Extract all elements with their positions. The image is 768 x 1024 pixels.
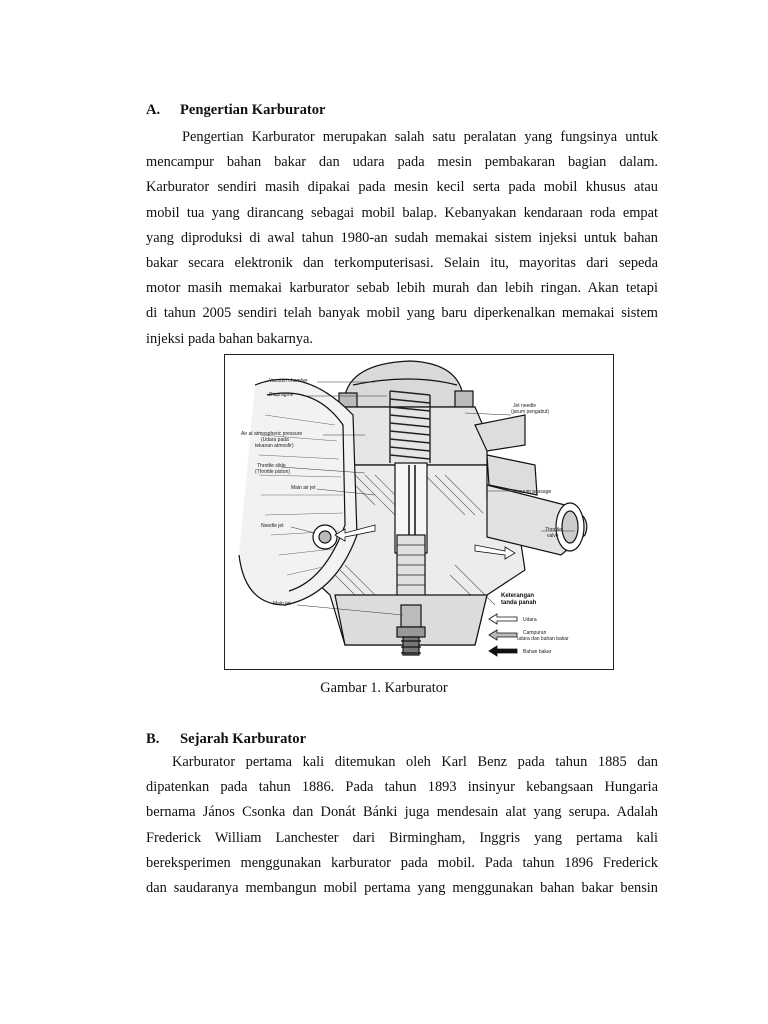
legend-bahan-bakar: Bahan bakar: [523, 649, 552, 655]
label-throttle-valve-2: valve: [547, 533, 559, 539]
section-b-letter: B.: [146, 731, 160, 747]
arrow-legend: [489, 593, 569, 656]
legend-udara: Udara: [523, 617, 537, 623]
figure-caption: Gambar 1. Karburator: [320, 680, 448, 696]
section-a-title: Pengertian Karburator: [180, 102, 326, 118]
label-throttle-slide-2: (Throttle piston): [255, 469, 291, 475]
carburetor-diagram: [225, 355, 612, 668]
paragraph-line: bakar secara elektronik dan terkomputerisasi. Selain itu, mayoritas dari sepeda: [146, 255, 658, 272]
label-throttle-slide-1: Throttle slide: [257, 463, 286, 469]
label-jet-needle-1: Jet needle: [513, 403, 537, 409]
udara-arrow-icon: [489, 614, 517, 624]
legend-campuran-2: udara dan bahan bakar: [517, 636, 569, 642]
section-b-heading: [146, 731, 306, 748]
section-b-paragraph: [146, 750, 658, 901]
legend-title-2: tanda panah: [501, 600, 537, 606]
campuran-arrow-icon: [489, 630, 517, 640]
label-vacuum-chamber: Vacuum chamber: [269, 378, 308, 384]
label-main-air-jet: Main air jet: [291, 485, 316, 491]
label-jet-needle-2: (jarum pengabut): [511, 409, 550, 415]
section-b-title: Sejarah Karburator: [180, 731, 307, 747]
paragraph-line: Karburator pertama kali ditemukan oleh Karl Benz pada tahun 1885 dan: [172, 754, 658, 770]
paragraph-line: dan saudaranya membangun mobil pertama yang menggunakan bahan bakar bensin: [146, 880, 658, 897]
paragraph-line: yang diproduksi di awal tahun 1980-an sudah memakai sistem injeksi untuk bahan: [146, 229, 658, 246]
section-a-heading: [146, 102, 326, 119]
paragraph-line: di tahun 2005 sendiri telah banyak mobil yang baru diperkenalkan memakai sistem: [146, 305, 658, 322]
paragraph-line: mobil tua yang dirancang sebagai mobil balap. Kebanyakan kendaraan roda empat: [146, 204, 658, 221]
paragraph-line: bernama János Csonka dan Donát Bánki juga mendesain alat yang serupa. Adalah: [146, 804, 658, 821]
label-diaphragm: Diapragme: [269, 392, 294, 398]
paragraph-line: Pengertian Karburator merupakan salah satu peralatan yang fungsinya untuk: [182, 129, 658, 145]
section-a-letter: A.: [146, 102, 161, 118]
label-vacuum-passage: Vacuum passage: [513, 489, 552, 495]
paragraph-line: injeksi pada bahan bakarnya.: [146, 330, 314, 347]
label-air-atm-1: Air at atmospheric pressure: [241, 431, 303, 437]
label-air-atm-3: tekanan atmosfir): [255, 443, 294, 449]
paragraph-line: Frederick William Lanchester dari Birmingham, Inggris yang pertama kali: [146, 829, 658, 846]
label-air-atm-2: (Udara pada: [261, 437, 289, 443]
paragraph-line: Karburator sendiri masih dipakai pada mesin kecil serta pada mobil khusus atau: [146, 179, 658, 196]
label-main-jet: Main jet: [273, 601, 291, 607]
paragraph-line: motor masih memakai karburator sebab lebih murah dan lebih ringan. Akan tetapi: [146, 280, 658, 297]
bahan-bakar-arrow-icon: [489, 646, 517, 656]
carburetor-figure: [224, 354, 614, 670]
section-a-paragraph: [146, 125, 658, 352]
paragraph-line: dipatenkan pada tahun 1886. Pada tahun 1893 insinyur kebangsaan Hungaria: [146, 779, 658, 796]
legend-campuran-1: Campuran: [523, 630, 547, 636]
paragraph-line: mencampur bahan bakar dan udara pada mesin pembakaran bagian dalam.: [146, 154, 658, 171]
label-throttle-valve-1: Throttle: [545, 527, 562, 533]
label-needle-jet: Needle jet: [261, 523, 284, 529]
legend-title-1: Keterangan: [501, 593, 535, 599]
paragraph-line: bereksperimen menggunakan karburator pada mobil. Pada tahun 1896 Frederick: [146, 854, 658, 871]
